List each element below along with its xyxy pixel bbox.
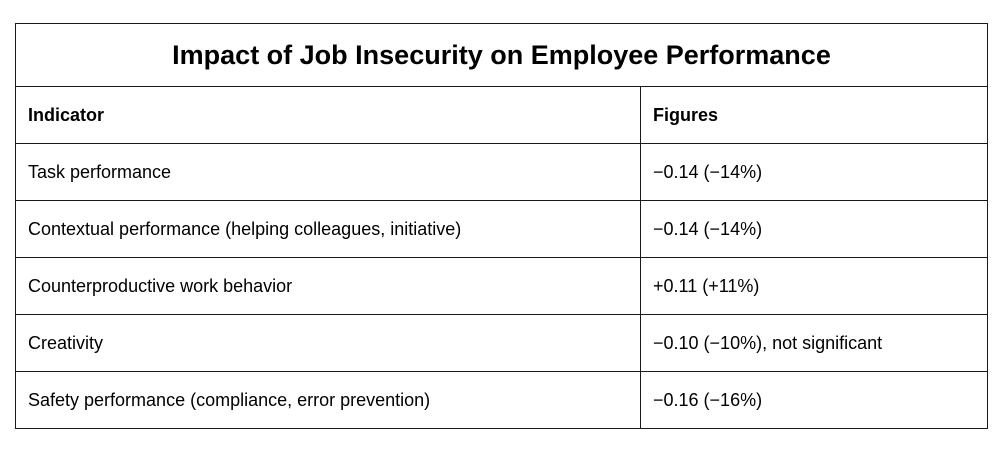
cell-figures: −0.14 (−14%) [641,201,988,258]
performance-table [15,23,988,429]
performance-table-container [15,23,987,429]
cell-indicator: Safety performance (compliance, error prevention) [16,372,641,429]
header-figures: Figures [641,87,988,144]
header-indicator: Indicator [16,87,641,144]
table-row [16,315,988,372]
table-row [16,258,988,315]
cell-indicator: Counterproductive work behavior [16,258,641,315]
table-row [16,372,988,429]
cell-figures: +0.11 (+11%) [641,258,988,315]
table-row [16,201,988,258]
table-title: Impact of Job Insecurity on Employee Performance [16,24,988,87]
cell-figures: −0.10 (−10%), not significant [641,315,988,372]
cell-indicator: Task performance [16,144,641,201]
cell-indicator: Creativity [16,315,641,372]
title-row [16,24,988,87]
header-row [16,87,988,144]
cell-figures: −0.16 (−16%) [641,372,988,429]
table-row [16,144,988,201]
cell-indicator: Contextual performance (helping colleagues, initiative) [16,201,641,258]
cell-figures: −0.14 (−14%) [641,144,988,201]
